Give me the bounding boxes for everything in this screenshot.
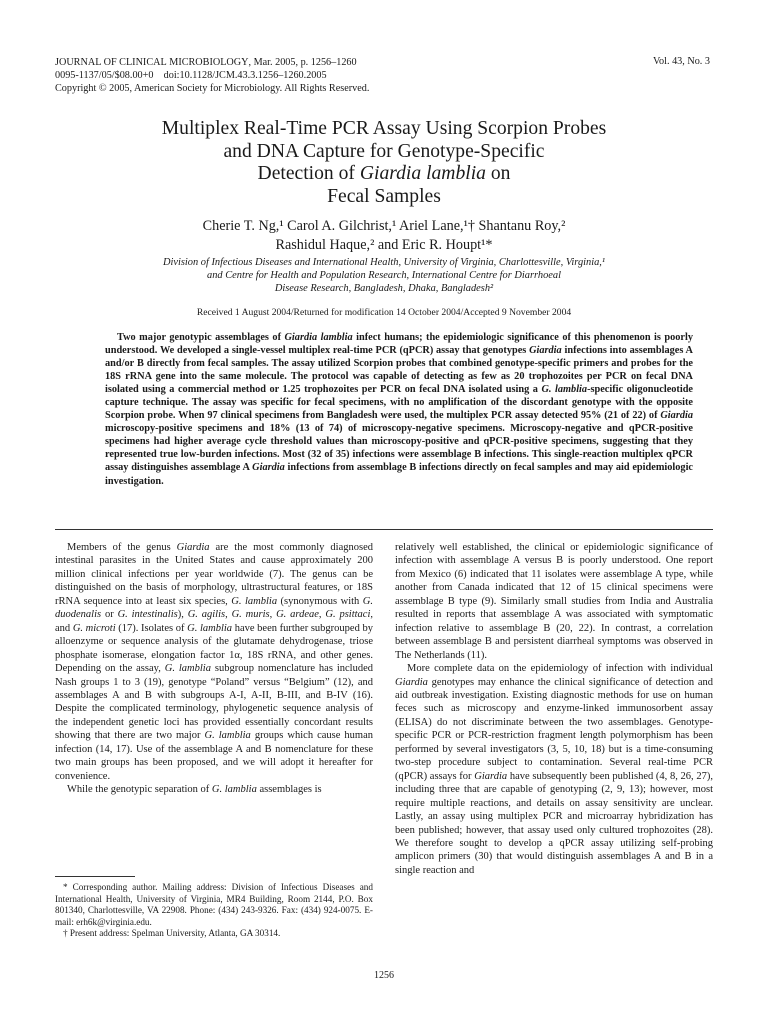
doi-line: 0095-1137/05/$08.00+0 doi:10.1128/JCM.43.3.1256–1260.2005: [55, 70, 327, 81]
page-number: 1256: [374, 970, 394, 981]
footnotes: [55, 882, 373, 940]
journal-citation: JOURNAL OF CLINICAL MICROBIOLOGY, Mar. 2005, p. 1256–1260: [55, 57, 357, 68]
copyright-line: Copyright © 2005, American Society for Microbiology. All Rights Reserved.: [55, 83, 370, 94]
received-dates: Received 1 August 2004/Returned for modification 14 October 2004/Accepted 9 November 2004: [196, 307, 572, 318]
affiliations: Division of Infectious Diseases and International Health, University of Virginia, Charlottesville, Virginia,¹ and Centre for Health and Population Research, International Centre for Diarrhoeal Disease Research, Bangladesh, Dhaka, Bangladesh²: [162, 257, 606, 295]
intro-paragraph-1: Members of the genus Giardia are the most commonly diagnosed intestinal parasites in the United States and cause approximately 200 million clinical infections per year worldwide (7). The genus can be distinguished on the basis of morphology, ultrastructural features, or 18S rRNA sequence into at least six species, G. lamblia (synonymous with G. duodenalis or G. intestinalis), G. agilis, G. muris, G. ardeae, G. psittaci, and G. microti (17). Isolates of G. lamblia have been further subgrouped by alloenzyme or sequence analysis of the glutamate dehydrogenase, triose phosphate isomerase, elongation factor 1α, 18S rRNA, and other genes. Depending on the assay, G. lamblia subgroup nomenclature has included Nash groups 1 to 3 (19), genotype “Poland” versus “Belgium” (12), and assemblages A and B with subgroups A-I, A-II, B-III, and B-IV (16). Despite the complicated terminology, phylogenetic sequence analysis of the independent genetic loci has provided essentially concordant results showing that there are two major G. lamblia groups which cause human infection (14, 17). Use of the assemblage A and B nomenclature for these two main groups has been proposed, and we will adopt it hereafter for convenience.: [55, 542, 374, 782]
intro-paragraph-2: While the genotypic separation of G. lamblia assemblages is: [67, 784, 322, 796]
journal-header: [55, 56, 369, 95]
body-column-left: [55, 541, 373, 797]
paper-title: Multiplex Real-Time PCR Assay Using Scorpion Probes and DNA Capture for Genotype-Specific Detection of Giardia lamblia on Fecal Samples: [161, 118, 607, 207]
abstract: Two major genotypic assemblages of Giardia lamblia infect humans; the epidemiologic significance of this phenomenon is poorly understood. We developed a single-vessel multiplex real-time PCR (qPCR) assay that genotypes Giardia infections into assemblages A and/or B directly from fecal samples. The assay utilized Scorpion probes that combined genotype-specific primers and probes for the 18S rRNA gene into the same molecule. The protocol was capable of detecting as few as 20 trophozoites per PCR on fecal DNA isolated using a commercial method or 1.25 trophozoites per PCR on fecal DNA isolated using a G. lamblia-specific oligonucleotide capture technique. The assay was specific for fecal specimens, with no amplification of the discordant genotype with the opposite Scorpion probe. When 97 clinical specimens from Bangladesh were used, the multiplex PCR assay detected 95% (21 of 22) of Giardia microscopy-positive specimens and 18% (13 of 74) of microscopy-negative specimens. Microscopy-negative and qPCR-positive specimens had higher average cycle threshold values than microscopy-positive and qPCR-positive specimens, suggesting that they represented true low-burden infections. Most (32 of 35) infections were assemblage B infections. This single-reaction multiplex qPCR assay distinguishes assemblage A Giardia infections from assemblage B infections directly on fecal samples and may aid epidemiologic investigation.: [105, 332, 693, 487]
intro-paragraph-3: relatively well established, the clinical or epidemiologic significance of infection with assemblage A versus B is poorly understood. One report from Mexico (6) indicated that 11 isolates were assemblage A type, while another from Canada indicated that 12 of 15 clinical specimens were assemblage B type (9). Similarly small studies from India and Australia resulted in reports that assemblage A was associated with symptomatic infection relative to assemblage B (20, 22). In contrast, a correlation between assemblage B and persistent diarrheal symptoms was observed in The Netherlands (11).: [395, 542, 713, 661]
abstract-divider: [55, 529, 713, 530]
volume-issue: Vol. 43, No. 3: [653, 56, 710, 67]
author-list: Cherie T. Ng,¹ Carol A. Gilchrist,¹ Ariel Lane,¹† Shantanu Roy,² Rashidul Haque,² and Eric R. Houpt¹*: [202, 218, 566, 253]
body-column-right: [395, 541, 713, 877]
corresponding-author-note: * Corresponding author. Mailing address: Division of Infectious Diseases and International Health, University of Virginia, MR4 Building, Room 2144, P.O. Box 801340, Charlottesville, VA 22908. Phone: (434) 243-9326. Fax: (434) 924-0075. E-mail: erh6k@virginia.edu.: [55, 882, 373, 927]
footnote-divider: [55, 876, 135, 877]
present-address-note: † Present address: Spelman University, Atlanta, GA 30314.: [63, 928, 281, 939]
intro-paragraph-4: More complete data on the epidemiology of infection with individual Giardia genotypes may enhance the clinical significance of detection and aid outbreak investigation. Existing diagnostic methods for use on human feces such as microscopy and enzyme-linked immunosorbent assay (ELISA) do not discriminate between the two assemblages. Genotype-specific PCR or PCR-restriction fragment length polymorphism has been performed by several investigators (3, 5, 10, 18) but is a time-consuming two-step procedure subject to contamination. Several real-time PCR (qPCR) assays for Giardia have subsequently been published (4, 8, 26, 27), including three that are capable of genotyping (2, 9, 13); however, most require multiple reactions, and details on assay sensitivity are unclear. Lastly, an assay using multiplex PCR and microarray hybridization has been published; however, that assay used only cultured trophozoites (28). We therefore sought to develop a qPCR assay utilizing self-probing amplicon primers (30) that would distinguish assemblages A and B in a single reaction and: [395, 663, 714, 876]
